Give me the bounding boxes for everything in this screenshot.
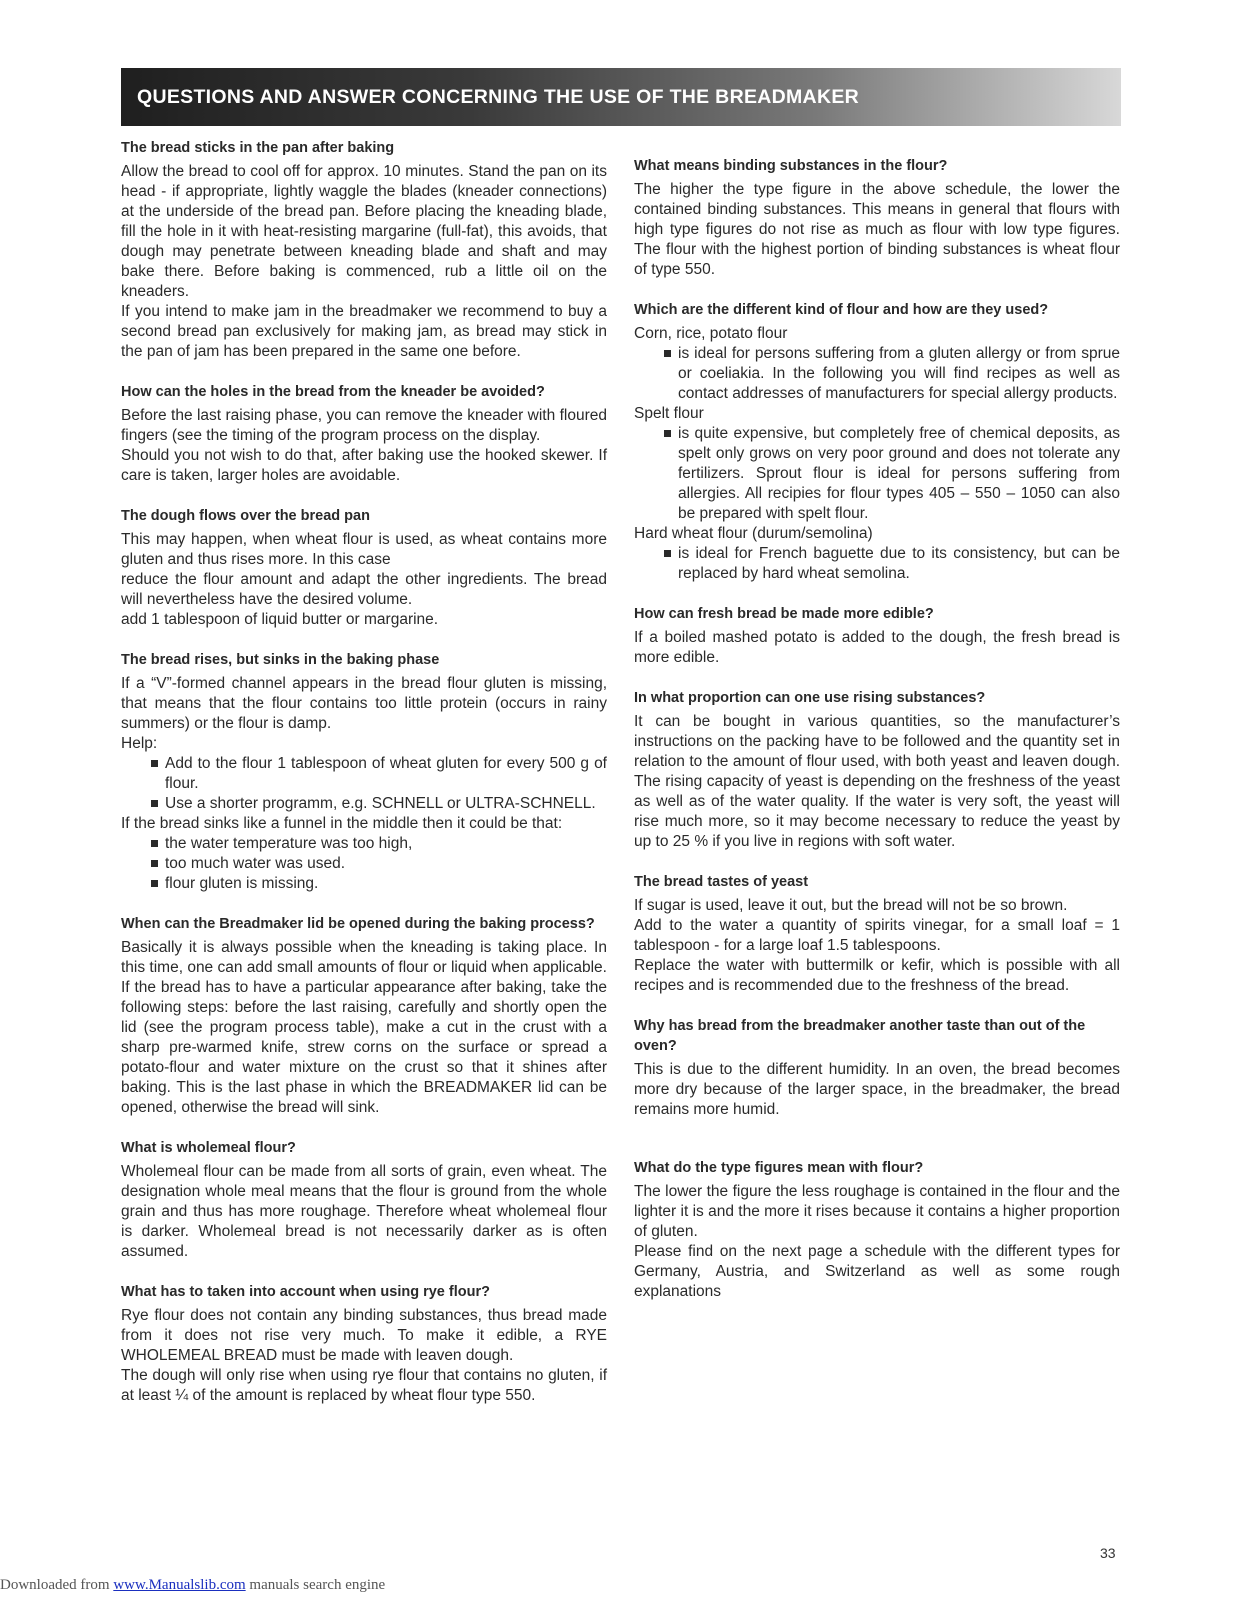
cause-list xyxy=(121,834,607,894)
section-type-figures xyxy=(634,1158,1120,1302)
page-number: 33 xyxy=(1100,1545,1116,1561)
list-item: Add to the flour 1 tablespoon of wheat gluten for every 500 g of flour. xyxy=(151,754,607,794)
section-title: How can the holes in the bread from the kneader be avoided? xyxy=(121,384,545,400)
footer-prefix: Downloaded from xyxy=(0,1577,114,1593)
section-title: Why has bread from the breadmaker another taste than out of the oven? xyxy=(634,1018,1086,1054)
bullet-icon xyxy=(664,430,671,437)
list-item: too much water was used. xyxy=(151,854,607,874)
section-title: What do the type figures mean with flour? xyxy=(634,1160,924,1176)
section-title: The bread rises, but sinks in the baking phase xyxy=(121,652,440,668)
list-item: the water temperature was too high, xyxy=(151,834,607,854)
section-fresh-bread xyxy=(634,604,1120,668)
paragraph: The dough will only rise when using rye flour that contains no gluten, if at least ¼ of the amount is replaced by wheat flour type 550. xyxy=(121,1367,607,1404)
flour-label: Hard wheat flour (durum/semolina) xyxy=(634,525,873,542)
paragraph: If a boiled mashed potato is added to the dough, the fresh bread is more edible. xyxy=(634,629,1120,666)
manualslib-link[interactable]: www.Manualslib.com xyxy=(113,1577,246,1593)
bullet-icon xyxy=(664,350,671,357)
paragraph: If sugar is used, leave it out, but the bread will not be so brown. xyxy=(634,897,1068,914)
section-rising-substances xyxy=(634,688,1120,852)
section-rye-flour xyxy=(121,1282,607,1406)
section-title: In what proportion can one use rising substances? xyxy=(634,690,986,706)
paragraph: The lower the figure the less roughage is contained in the flour and the lighter it is and the more it rises because it contains a higher proportion of gluten. xyxy=(634,1183,1120,1240)
section-wholemeal xyxy=(121,1138,607,1262)
list-item: is ideal for persons suffering from a gluten allergy or from sprue or coeliakia. In the following you will find recipes as well as contact addresses of manufacturers for special allergy products. xyxy=(664,344,1120,404)
corn-list xyxy=(634,344,1120,404)
section-bread-sticks xyxy=(121,138,607,362)
bullet-icon xyxy=(151,760,158,767)
paragraph: If the bread sinks like a funnel in the middle then it could be that: xyxy=(121,815,563,832)
paragraph: Replace the water with buttermilk or kefir, which is possible with all recipes and is recommended due to the freshness of the bread. xyxy=(634,957,1120,994)
footer xyxy=(0,1577,385,1594)
paragraph: Add to the water a quantity of spirits vinegar, for a small loaf = 1 tablespoon - for a large loaf 1.5 tablespoons. xyxy=(634,917,1120,954)
list-item: is ideal for French baguette due to its consistency, but can be replaced by hard wheat semolina. xyxy=(664,544,1120,584)
bullet-icon xyxy=(151,860,158,867)
paragraph: If a “V”-formed channel appears in the bread flour gluten is missing, that means that the flour contains too little protein (occurs in rainy summers) or the flour is damp. xyxy=(121,675,607,732)
list-item: Use a shorter programm, e.g. SCHNELL or ULTRA-SCHNELL. xyxy=(151,794,607,814)
paragraph: If the bread has to have a particular appearance after baking, take the following steps: before the last raising, carefully and shortly open the lid (see the program process table), make a cut in the crust with a sharp pre-warmed knife, strew corns on the surface or spread a potato-flour and water mixture on the crust so that it shines after baking. This is the last phase in which the BREADMAKER lid can be opened, otherwise the bread will sink. xyxy=(121,979,607,1116)
bullet-icon xyxy=(151,880,158,887)
section-title: Which are the different kind of flour and how are they used? xyxy=(634,302,1049,318)
section-kinds-of-flour xyxy=(634,300,1120,584)
paragraph: Please find on the next page a schedule with the different types for Germany, Austria, and Switzerland as well as some rough explanations xyxy=(634,1243,1120,1300)
section-title: The bread tastes of yeast xyxy=(634,874,809,890)
left-column xyxy=(121,134,607,1426)
paragraph: The higher the type figure in the above schedule, the lower the contained binding substances. This means in general that flours with high type figures do not rise as much as flour with low type figures. The flour with the highest portion of binding substances is wheat flour of type 550. xyxy=(634,181,1120,278)
bullet-icon xyxy=(151,840,158,847)
section-different-taste xyxy=(634,1016,1120,1120)
header-bar xyxy=(121,68,1121,126)
paragraph: Wholemeal flour can be made from all sorts of grain, even wheat. The designation whole meal means that the flour is ground from the whole grain and thus has more roughage. Therefore wheat wholemeal flour is darker. Wholemeal bread is not necessarily darker as is often assumed. xyxy=(121,1163,607,1260)
section-binding-substances xyxy=(634,156,1120,280)
flour-label: Spelt flour xyxy=(634,405,704,422)
list-item: is quite expensive, but completely free of chemical deposits, as spelt only grows on very poor ground and does not tolerate any fertilizers. Sprout flour is ideal for persons suffering from allergies. All recipies for flour types 405 – 550 – 1050 can also be prepared with spelt flour. xyxy=(664,424,1120,524)
paragraph: If you intend to make jam in the breadmaker we recommend to buy a second bread pan exclusively for making jam, as bread may stick in the pan of jam has been prepared in the same one before. xyxy=(121,303,607,360)
paragraph: This is due to the different humidity. In an oven, the bread becomes more dry because of the larger space, in the breadmaker, the bread remains more humid. xyxy=(634,1061,1120,1118)
section-title: When can the Breadmaker lid be opened during the baking process? xyxy=(121,916,595,932)
section-tastes-of-yeast xyxy=(634,872,1120,996)
section-title: What is wholemeal flour? xyxy=(121,1140,296,1156)
paragraph: Before the last raising phase, you can remove the kneader with floured fingers (see the timing of the program process on the display. xyxy=(121,407,607,444)
section-dough-flows xyxy=(121,506,607,630)
help-list xyxy=(121,754,607,814)
paragraph: Should you not wish to do that, after baking use the hooked skewer. If care is taken, larger holes are avoidable. xyxy=(121,447,607,484)
paragraph: add 1 tablespoon of liquid butter or margarine. xyxy=(121,611,439,628)
paragraph: It can be bought in various quantities, so the manufacturer’s instructions on the packing have to be followed and the quantity set in relation to the amount of flour used, with both yeast and leaven dough. The rising capacity of yeast is depending on the freshness of the yeast as well as of the water quality. If the water is very soft, the yeast will rise much more, so it may become necessary to reduce the yeast by up to 25 % if you live in regions with soft water. xyxy=(634,713,1120,850)
paragraph: Help: xyxy=(121,735,158,752)
list-item: flour gluten is missing. xyxy=(151,874,607,894)
footer-suffix: manuals search engine xyxy=(245,1577,386,1593)
flour-label: Corn, rice, potato flour xyxy=(634,325,788,342)
section-kneader-holes xyxy=(121,382,607,486)
paragraph: reduce the flour amount and adapt the other ingredients. The bread will nevertheless have the desired volume. xyxy=(121,571,607,608)
section-title: What has to taken into account when using rye flour? xyxy=(121,1284,490,1300)
paragraph: Basically it is always possible when the kneading is taking place. In this time, one can add small amounts of flour or liquid when applicable. xyxy=(121,939,607,976)
hard-wheat-list xyxy=(634,544,1120,584)
section-title: What means binding substances in the flour? xyxy=(634,158,948,174)
bullet-icon xyxy=(664,550,671,557)
bullet-icon xyxy=(151,800,158,807)
section-lid-opening xyxy=(121,914,607,1118)
paragraph: Rye flour does not contain any binding substances, thus bread made from it does not rise very much. To make it edible, a RYE WHOLEMEAL BREAD must be made with leaven dough. xyxy=(121,1307,607,1364)
page-title: QUESTIONS AND ANSWER CONCERNING THE USE OF THE BREADMAKER xyxy=(137,85,860,108)
paragraph: This may happen, when wheat flour is used, as wheat contains more gluten and thus rises more. In this case xyxy=(121,531,607,568)
section-title: The dough flows over the bread pan xyxy=(121,508,370,524)
spelt-list xyxy=(634,424,1120,524)
section-title: The bread sticks in the pan after baking xyxy=(121,140,395,156)
section-bread-sinks xyxy=(121,650,607,894)
paragraph: Allow the bread to cool off for approx. 10 minutes. Stand the pan on its head - if appropriate, lightly waggle the blades (kneader connections) at the underside of the bread pan. Before placing the kneading blade, fill the hole in it with heat-resisting margarine (full-fat), this avoids, that dough may penetrate between kneading blade and shaft and may bake there. Before baking is commenced, rub a little oil on the kneaders. xyxy=(121,163,607,300)
section-title: How can fresh bread be made more edible? xyxy=(634,606,934,622)
right-column xyxy=(634,152,1120,1322)
